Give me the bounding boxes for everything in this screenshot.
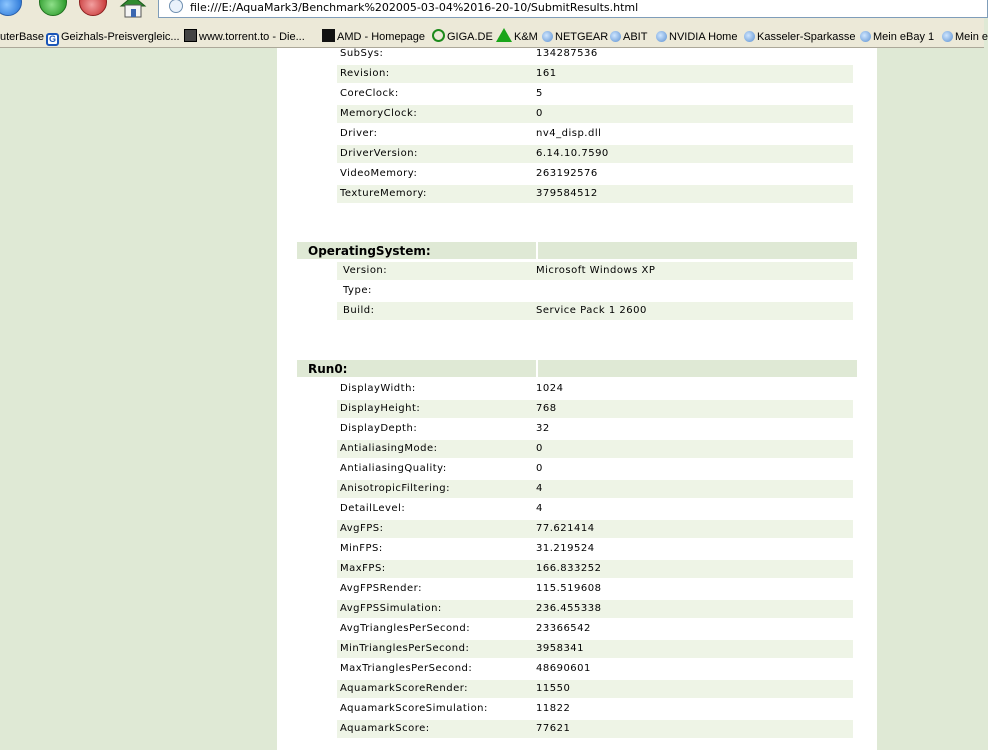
bookmark-item[interactable] bbox=[0, 27, 44, 48]
row-label: MaxTrianglesPerSecond: bbox=[340, 663, 473, 674]
section-title: Run0: bbox=[308, 362, 348, 376]
row-value: 11550 bbox=[536, 683, 571, 694]
row-label: DriverVersion: bbox=[340, 148, 418, 159]
row-value: 166.833252 bbox=[536, 563, 602, 574]
row-label: DetailLevel: bbox=[340, 503, 406, 514]
pin-icon bbox=[610, 31, 621, 42]
row-label: Type: bbox=[343, 285, 372, 296]
row-label: MaxFPS: bbox=[340, 563, 386, 574]
row-value: 236.455338 bbox=[536, 603, 602, 614]
table-row bbox=[277, 480, 877, 498]
row-label: Revision: bbox=[340, 68, 390, 79]
table-row bbox=[277, 282, 877, 300]
row-label: SubSys: bbox=[340, 48, 384, 59]
table-row bbox=[277, 580, 877, 598]
row-value: 379584512 bbox=[536, 188, 598, 199]
torrent-icon bbox=[184, 29, 197, 42]
row-value: 32 bbox=[536, 423, 550, 434]
row-label: AvgFPSSimulation: bbox=[340, 603, 442, 614]
row-value: Service Pack 1 2600 bbox=[536, 305, 647, 316]
row-label: MinTrianglesPerSecond: bbox=[340, 643, 470, 654]
row-label: Build: bbox=[343, 305, 375, 316]
table-row bbox=[277, 540, 877, 558]
table-row bbox=[277, 620, 877, 638]
stop-button[interactable] bbox=[79, 0, 107, 16]
row-value: Microsoft Windows XP bbox=[536, 265, 656, 276]
table-row bbox=[277, 660, 877, 678]
triangle-icon bbox=[496, 28, 512, 42]
row-value: 6.14.10.7590 bbox=[536, 148, 609, 159]
row-label: Driver: bbox=[340, 128, 378, 139]
row-value: 48690601 bbox=[536, 663, 591, 674]
pin-icon bbox=[542, 31, 553, 42]
row-label: DisplayHeight: bbox=[340, 403, 421, 414]
table-row bbox=[277, 185, 877, 203]
bookmark-label: Geizhals-Preisvergleic... bbox=[61, 31, 180, 43]
row-value: 115.519608 bbox=[536, 583, 602, 594]
pin-icon bbox=[744, 31, 755, 42]
row-label: AquamarkScore: bbox=[340, 723, 430, 734]
home-icon bbox=[119, 0, 147, 18]
row-label: AntialiasingMode: bbox=[340, 443, 438, 454]
bookmark-item[interactable] bbox=[942, 27, 988, 48]
row-value: 4 bbox=[536, 503, 543, 514]
row-value: 77.621414 bbox=[536, 523, 595, 534]
bookmark-label: Mein eBay 1 bbox=[873, 31, 935, 43]
table-row bbox=[277, 640, 877, 658]
row-label: AvgTrianglesPerSecond: bbox=[340, 623, 471, 634]
operating-system-header bbox=[297, 242, 857, 259]
row-label: AquamarkScoreSimulation: bbox=[340, 703, 488, 714]
table-row bbox=[277, 85, 877, 103]
row-value: 1024 bbox=[536, 383, 564, 394]
table-row bbox=[277, 400, 877, 418]
bookmark-label: K&M bbox=[514, 31, 538, 43]
row-value: 0 bbox=[536, 108, 543, 119]
table-row bbox=[277, 262, 877, 280]
pin-icon bbox=[942, 31, 953, 42]
table-row bbox=[277, 65, 877, 83]
row-value: 768 bbox=[536, 403, 557, 414]
bookmark-label: www.torrent.to - Die... bbox=[199, 31, 305, 43]
address-bar-url: file:///E:/AquaMark3/Benchmark%202005-03-04%2016-20-10/SubmitResults.html bbox=[190, 1, 639, 14]
row-label: VideoMemory: bbox=[340, 168, 418, 179]
table-row bbox=[277, 700, 877, 718]
row-value: 134287536 bbox=[536, 48, 598, 59]
bookmark-label: Kasseler-Sparkasse bbox=[757, 31, 856, 43]
table-row bbox=[277, 460, 877, 478]
benchmark-results-page bbox=[277, 48, 877, 750]
table-row bbox=[277, 680, 877, 698]
giga-logo-icon bbox=[432, 29, 445, 42]
row-value: 5 bbox=[536, 88, 543, 99]
bookmark-label: Mein e bbox=[955, 31, 988, 43]
home-button[interactable] bbox=[119, 0, 147, 18]
row-value: 77621 bbox=[536, 723, 571, 734]
bookmark-label: GIGA.DE bbox=[447, 31, 493, 43]
bookmark-label: uterBase bbox=[0, 31, 45, 43]
row-label: CoreClock: bbox=[340, 88, 399, 99]
row-label: AquamarkScoreRender: bbox=[340, 683, 469, 694]
row-value: 3958341 bbox=[536, 643, 585, 654]
row-label: DisplayDepth: bbox=[340, 423, 418, 434]
row-value: 263192576 bbox=[536, 168, 598, 179]
table-row bbox=[277, 600, 877, 618]
table-row bbox=[277, 302, 877, 320]
row-label: DisplayWidth: bbox=[340, 383, 416, 394]
bookmark-item[interactable] bbox=[46, 27, 180, 48]
row-label: Version: bbox=[343, 265, 388, 276]
row-label: AntialiasingQuality: bbox=[340, 463, 447, 474]
bookmark-label: NETGEAR bbox=[555, 31, 609, 43]
table-row bbox=[277, 520, 877, 538]
bookmark-label: AMD - Homepage bbox=[337, 31, 426, 43]
browser-toolbar bbox=[0, 0, 984, 27]
row-value: 11822 bbox=[536, 703, 571, 714]
row-value: 0 bbox=[536, 443, 543, 454]
table-row bbox=[277, 380, 877, 398]
table-row bbox=[277, 420, 877, 438]
bookmark-label: NVIDIA Home bbox=[669, 31, 738, 43]
pin-icon bbox=[656, 31, 667, 42]
row-label: TextureMemory: bbox=[340, 188, 427, 199]
pin-icon bbox=[860, 31, 871, 42]
table-row bbox=[277, 165, 877, 183]
table-row bbox=[277, 45, 877, 63]
row-label: MinFPS: bbox=[340, 543, 383, 554]
g-logo-icon: G bbox=[46, 33, 59, 46]
table-row bbox=[277, 145, 877, 163]
page-icon bbox=[169, 0, 183, 13]
row-value: 0 bbox=[536, 463, 543, 474]
address-bar[interactable] bbox=[158, 0, 988, 18]
row-value: 23366542 bbox=[536, 623, 591, 634]
table-row bbox=[277, 125, 877, 143]
row-label: AvgFPS: bbox=[340, 523, 384, 534]
row-label: AvgFPSRender: bbox=[340, 583, 422, 594]
table-row bbox=[277, 440, 877, 458]
table-row bbox=[277, 500, 877, 518]
row-label: MemoryClock: bbox=[340, 108, 418, 119]
table-row bbox=[277, 105, 877, 123]
reload-button[interactable] bbox=[39, 0, 67, 16]
row-label: AnisotropicFiltering: bbox=[340, 483, 450, 494]
back-button[interactable] bbox=[0, 0, 22, 16]
amd-logo-icon bbox=[322, 29, 335, 42]
row-value: nv4_disp.dll bbox=[536, 128, 602, 139]
row-value: 4 bbox=[536, 483, 543, 494]
section-title: OperatingSystem: bbox=[308, 244, 431, 258]
run0-header bbox=[297, 360, 857, 377]
table-row bbox=[277, 560, 877, 578]
table-row bbox=[277, 720, 877, 738]
row-value: 31.219524 bbox=[536, 543, 595, 554]
bookmark-label: ABIT bbox=[623, 31, 648, 43]
row-value: 161 bbox=[536, 68, 557, 79]
